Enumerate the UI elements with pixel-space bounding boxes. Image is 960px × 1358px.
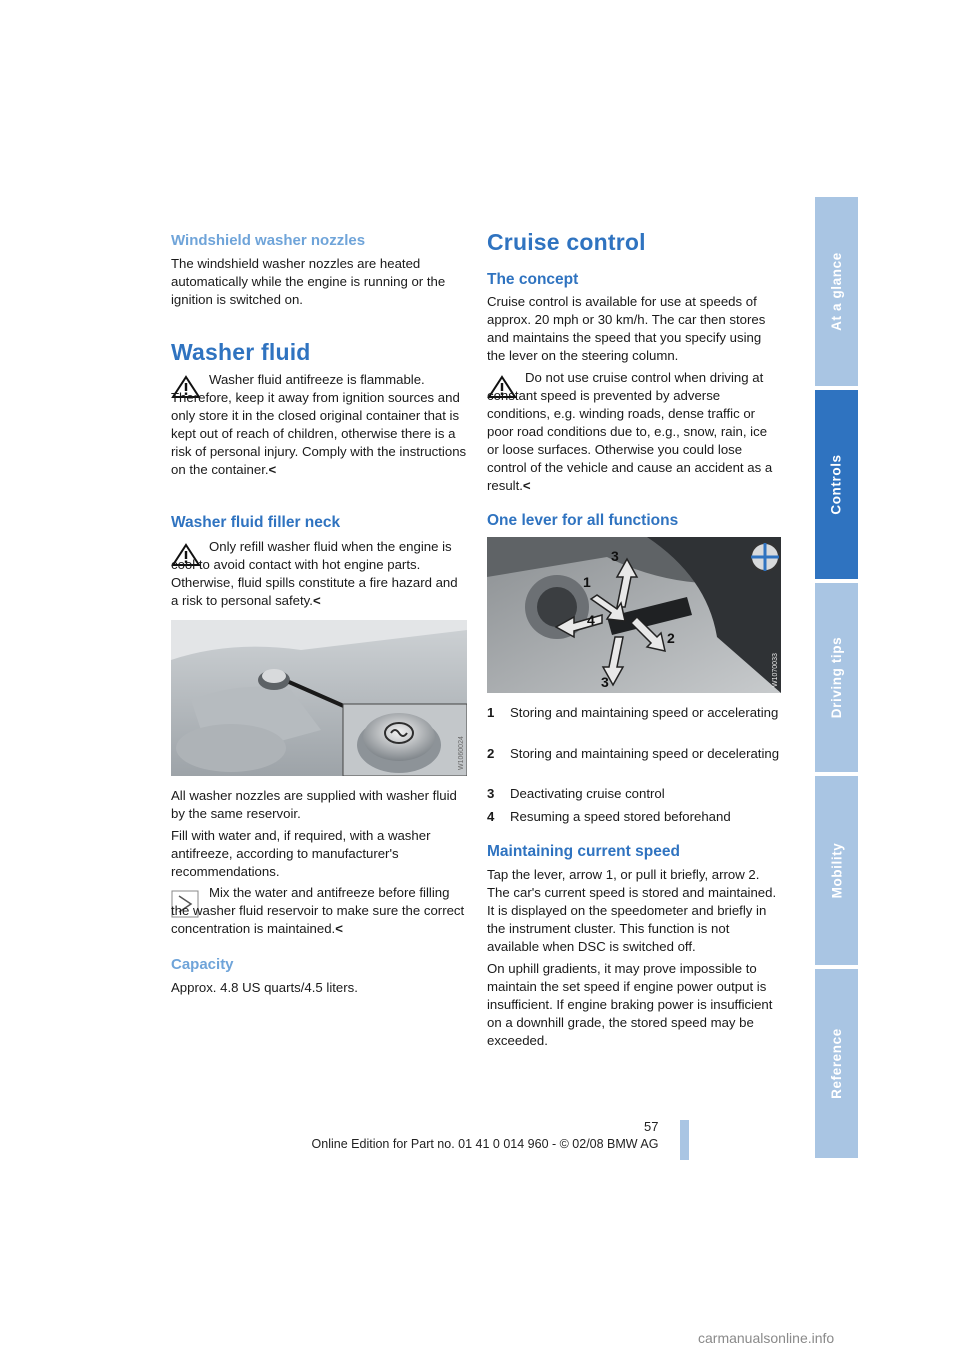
edition-footer: Online Edition for Part no. 01 41 0 014 960 - © 02/08 BMW AG — [311, 1137, 659, 1151]
svg-text:3: 3 — [611, 548, 619, 564]
list-item-number: 2 — [487, 746, 495, 761]
list-item — [487, 785, 781, 803]
tab-driving-tips[interactable]: Driving tips — [815, 583, 858, 772]
tab-controls[interactable]: Controls — [815, 390, 858, 579]
list-item — [487, 745, 781, 763]
cruise-lever-photo — [487, 537, 781, 693]
uphill-text: On uphill gradients, it may prove impossible to maintain the set speed if engine power output is insufficient. If engine braking power is insufficient on a downhill grade, the stored speed may be exceeded. — [487, 961, 773, 1048]
cruise-control-title: Cruise control — [487, 229, 646, 255]
end-mark: < — [335, 921, 343, 936]
capacity-heading: Capacity — [171, 956, 234, 973]
tab-mobility[interactable]: Mobility — [815, 776, 858, 965]
washer-fluid-title: Washer fluid — [171, 339, 311, 365]
cruise-warning: Do not use cruise control when driving at constant speed is prevented by adverse conditions, e.g. winding roads, dense traffic or poor road conditions due to, e.g., snow, rain, ice or loose surfaces. Otherwise you could lose control of the vehicle and cause an accident as a result.< — [487, 370, 773, 493]
photo-code: W1060024 — [458, 736, 465, 770]
list-item-text: Storing and maintaining speed or decelerating — [510, 746, 780, 761]
fill-text: Fill with water and, if required, with a washer antifreeze, according to manufacturer's recommendations. — [171, 828, 431, 879]
nozzles-supply-text: All washer nozzles are supplied with washer fluid by the same reservoir. — [171, 788, 457, 821]
filler-warning: Only refill washer fluid when the engine is cool to avoid contact with hot engine parts. Otherwise, fluid spills constitute a fire hazard and a risk to personal safety.< — [171, 539, 458, 608]
footer-accent-bar — [680, 1120, 689, 1160]
end-mark: < — [522, 478, 531, 493]
list-item — [487, 704, 781, 722]
washer-warning: Washer fluid antifreeze is flammable. Therefore, keep it away from ignition sources and only store it in the closed original container that is kept out of reach of children, otherwise there is a risk of personal injury. Comply with the instructions on the container.< — [171, 372, 467, 477]
list-item-number: 3 — [487, 786, 495, 801]
concept-text: Cruise control is available for use at speeds of approx. 20 mph or 30 km/h. The car then stores and maintains the speed that you specify using the lever on the steering column. — [487, 294, 766, 363]
end-mark: < — [268, 462, 277, 477]
list-item-text: Storing and maintaining speed or accelerating — [510, 705, 779, 720]
photo-code: W1070033 — [772, 653, 779, 687]
svg-text:1: 1 — [583, 574, 591, 590]
nozzles-text: The windshield washer nozzles are heated automatically while the engine is running or the ignition is switched on. — [171, 256, 446, 307]
list-item-text: Resuming a speed stored beforehand — [510, 809, 731, 824]
nozzles-heading: Windshield washer nozzles — [171, 232, 366, 249]
svg-text:2: 2 — [667, 630, 675, 646]
list-item — [487, 808, 781, 826]
washer-reservoir-photo — [171, 620, 467, 776]
capacity-text: Approx. 4.8 US quarts/4.5 liters. — [171, 980, 358, 995]
svg-text:3: 3 — [601, 674, 609, 690]
list-item-text: Deactivating cruise control — [510, 786, 665, 801]
tab-at-a-glance[interactable]: At a glance — [815, 197, 858, 386]
maintain-text: Tap the lever, arrow 1, or pull it briefly, arrow 2. The car's current speed is stored and maintained. It is displayed on the speedometer and briefly in the instrument cluster. This function is not available when DSC is switched off. — [487, 867, 777, 954]
filler-neck-heading: Washer fluid filler neck — [171, 514, 341, 531]
maintain-heading: Maintaining current speed — [487, 843, 680, 860]
mix-note: Mix the water and antifreeze before filling the washer fluid reservoir to make sure the correct concentration is maintained.< — [171, 885, 465, 936]
watermark: carmanualsonline.info — [698, 1330, 835, 1346]
list-item-number: 1 — [487, 705, 495, 720]
end-mark: < — [312, 593, 321, 608]
tab-reference[interactable]: Reference — [815, 969, 858, 1158]
lever-heading: One lever for all functions — [487, 512, 679, 529]
svg-text:4: 4 — [587, 612, 595, 628]
page-number: 57 — [644, 1119, 659, 1134]
concept-heading: The concept — [487, 271, 579, 288]
list-item-number: 4 — [487, 809, 495, 824]
